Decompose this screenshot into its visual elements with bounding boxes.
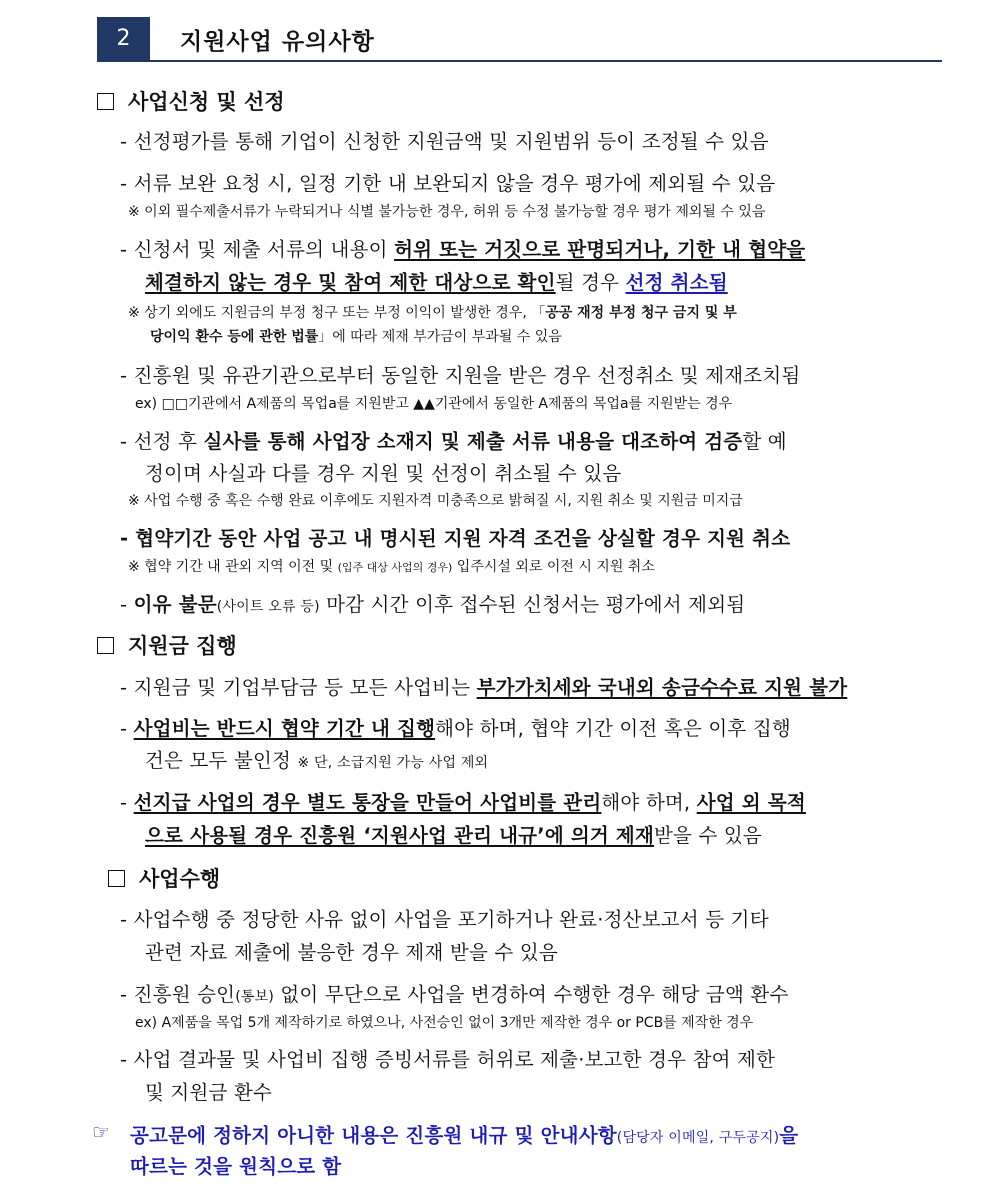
list-item: - 사업비는 반드시 협약 기간 내 집행해야 하며, 협약 기간 이전 혹은 이후 집행: [120, 717, 791, 740]
header-divider: [97, 60, 942, 62]
note-continuation: 당이익 환수 등에 관한 법률」에 따라 제재 부가금이 부과될 수 있음: [150, 329, 562, 345]
list-item: - 신청서 및 제출 서류의 내용이 허위 또는 거짓으로 판명되거나, 기한 내 협약을: [120, 238, 806, 261]
checkbox-square-icon: [97, 93, 114, 110]
list-item: - 협약기간 동안 사업 공고 내 명시된 지원 자격 조건을 상실할 경우 지원 취소: [120, 527, 791, 550]
section-heading-execution: 사업수행: [108, 863, 220, 893]
pointing-hand-icon: ☞: [92, 1120, 110, 1144]
note: ※ 상기 외에도 지원금의 부정 청구 또는 부정 이익이 발생한 경우, 「공공 재정 부정 청구 금지 및 부: [128, 305, 737, 321]
list-item-continuation: 체결하지 않는 경우 및 참여 제한 대상으로 확인될 경우 선정 취소됨: [145, 271, 728, 294]
example: ex) A제품을 목업 5개 제작하기로 하였으나, 사전승인 없이 3개만 제작한 경우 or PCB를 제작한 경우: [135, 1015, 754, 1031]
footer-note-continuation: 따르는 것을 원칙으로 함: [130, 1155, 342, 1178]
example: ex) □□기관에서 A제품의 목업a를 지원받고 ▲▲기관에서 동일한 A제품의 목업a를 지원받는 경우: [135, 396, 733, 412]
list-item: - 사업 결과물 및 사업비 집행 증빙서류를 허위로 제출·보고한 경우 참여 제한: [120, 1048, 776, 1071]
list-item: - 진흥원 및 유관기관으로부터 동일한 지원을 받은 경우 선정취소 및 제재조치됨: [120, 364, 801, 387]
note: ※ 이외 필수제출서류가 누락되거나 식별 불가능한 경우, 허위 등 수정 불가능할 경우 평가 제외될 수 있음: [128, 204, 766, 220]
list-item-continuation: 건은 모두 불인정 ※ 단, 소급지원 가능 사업 제외: [145, 749, 489, 772]
note: ※ 협약 기간 내 관외 지역 이전 및 (입주 대상 사업의 경우) 입주시설 외로 이전 시 지원 취소: [128, 559, 655, 575]
list-item: - 이유 불문(사이트 오류 등) 마감 시간 이후 접수된 신청서는 평가에서 제외됨: [120, 593, 746, 616]
section-number-badge: 2: [97, 17, 150, 60]
list-item: - 서류 보완 요청 시, 일정 기한 내 보완되지 않을 경우 평가에 제외될 수 있음: [120, 172, 776, 195]
list-item: - 선정 후 실사를 통해 사업장 소재지 및 제출 서류 내용을 대조하여 검증할 예: [120, 430, 787, 453]
list-item: - 지원금 및 기업부담금 등 모든 사업비는 부가가치세와 국내외 송금수수료 지원 불가: [120, 676, 848, 699]
list-item: - 진흥원 승인(통보) 없이 무단으로 사업을 변경하여 수행한 경우 해당 금액 환수: [120, 983, 789, 1006]
list-item-continuation: 으로 사용될 경우 진흥원 ‘지원사업 관리 내규’에 의거 제재받을 수 있음: [145, 824, 762, 847]
section-heading-application: 사업신청 및 선정: [97, 86, 285, 116]
list-item: - 선지급 사업의 경우 별도 통장을 만들어 사업비를 관리해야 하며, 사업 외 목적: [120, 791, 806, 814]
list-item-continuation: 정이며 사실과 다를 경우 지원 및 선정이 취소될 수 있음: [145, 462, 622, 485]
page-title: 지원사업 유의사항: [180, 29, 375, 55]
note: ※ 사업 수행 중 혹은 수행 완료 이후에도 지원자격 미충족으로 밝혀질 시, 지원 취소 및 지원금 미지급: [128, 493, 743, 509]
list-item-continuation: 및 지원금 환수: [145, 1081, 273, 1104]
footer-note: 공고문에 정하지 아니한 내용은 진흥원 내규 및 안내사항(담당자 이메일, 구두공지)을: [130, 1124, 799, 1147]
section-heading-funding: 지원금 집행: [97, 630, 237, 660]
checkbox-square-icon: [97, 637, 114, 654]
list-item: - 선정평가를 통해 기업이 신청한 지원금액 및 지원범위 등이 조정될 수 있음: [120, 130, 769, 153]
checkbox-square-icon: [108, 870, 125, 887]
list-item-continuation: 관련 자료 제출에 불응한 경우 제재 받을 수 있음: [145, 941, 558, 964]
list-item: - 사업수행 중 정당한 사유 없이 사업을 포기하거나 완료·정산보고서 등 기타: [120, 908, 769, 931]
